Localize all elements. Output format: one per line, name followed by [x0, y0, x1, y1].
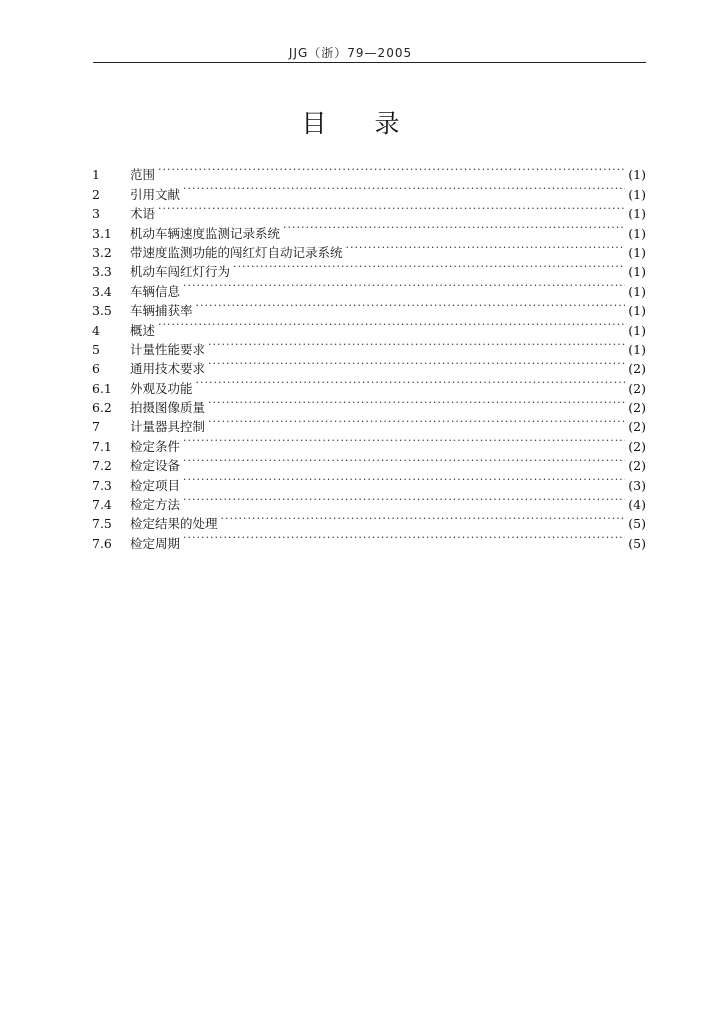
toc-entry-page: (1): [628, 206, 646, 222]
toc-entry-page: (1): [628, 244, 646, 260]
toc-entry-number: 2: [92, 186, 100, 202]
toc-entry-page: (2): [628, 380, 646, 396]
toc-dot-leader: [221, 509, 626, 528]
toc-entry[interactable]: [92, 179, 646, 202]
toc-entry-page: (1): [628, 341, 646, 357]
toc-title: [0, 104, 701, 140]
toc-dot-leader: [208, 393, 625, 412]
toc-entry-title: 机动车辆速度监测记录系统: [130, 225, 281, 241]
toc-entry-page: (1): [628, 283, 646, 299]
toc-entry-page: (5): [628, 535, 646, 551]
toc-entry-page: (2): [628, 458, 646, 474]
toc-entry-number: 7.3: [92, 477, 112, 493]
table-of-contents: [92, 160, 646, 551]
toc-entry-title: 引用文献: [130, 186, 181, 202]
toc-dot-leader: [183, 179, 625, 198]
toc-entry-title: 概述: [130, 322, 156, 338]
toc-entry-title: 外观及功能: [130, 380, 193, 396]
toc-entry-number: 3.2: [92, 244, 112, 260]
toc-entry-title: 检定设备: [130, 458, 181, 474]
toc-entry[interactable]: [92, 160, 646, 183]
toc-entry-page: (2): [628, 361, 646, 377]
toc-dot-leader: [183, 528, 625, 547]
toc-entry-number: 6.1: [92, 380, 112, 396]
toc-entry-number: 3: [92, 206, 100, 222]
toc-entry-title: 车辆信息: [130, 283, 181, 299]
toc-entry[interactable]: [92, 199, 646, 222]
toc-dot-leader: [183, 451, 625, 470]
toc-entry-title: 机动车闯红灯行为: [130, 264, 231, 280]
toc-entry-number: 3.1: [92, 225, 112, 241]
toc-entry-number: 7.2: [92, 458, 112, 474]
toc-dot-leader: [158, 160, 625, 179]
toc-entry-number: 3.3: [92, 264, 112, 280]
toc-entry-page: (1): [628, 167, 646, 183]
toc-entry-title: 计量器具控制: [130, 419, 206, 435]
toc-entry-page: (5): [628, 516, 646, 532]
toc-entry-title: 检定结果的处理: [130, 516, 218, 532]
toc-title-part-1: 目: [301, 109, 327, 138]
toc-dot-leader: [208, 335, 625, 354]
toc-dot-leader: [183, 490, 625, 509]
toc-entry[interactable]: [92, 218, 646, 241]
toc-entry-number: 7.1: [92, 438, 112, 454]
toc-entry-page: (2): [628, 438, 646, 454]
toc-dot-leader: [196, 296, 626, 315]
toc-entry-title: 检定方法: [130, 497, 181, 513]
toc-entry-number: 4: [92, 322, 100, 338]
toc-dot-leader: [183, 276, 625, 295]
toc-entry-page: (1): [628, 264, 646, 280]
standard-code-header: JJG（浙）79—2005: [288, 46, 413, 60]
toc-entry-title: 车辆捕获率: [130, 303, 193, 319]
toc-entry-number: 3.4: [92, 283, 112, 299]
toc-entry-title: 范围: [130, 167, 156, 183]
toc-entry-title: 计量性能要求: [130, 341, 206, 357]
toc-entry-number: 7.4: [92, 497, 112, 513]
toc-dot-leader: [183, 470, 625, 489]
toc-dot-leader: [196, 373, 626, 392]
toc-entry-number: 7.5: [92, 516, 112, 532]
toc-dot-leader: [208, 412, 625, 431]
toc-entry-number: 5: [92, 341, 100, 357]
toc-entry-title: 拍摄图像质量: [130, 400, 206, 416]
toc-entry-title: 通用技术要求: [130, 361, 206, 377]
toc-entry[interactable]: [92, 335, 646, 357]
header-rule: [93, 62, 646, 63]
toc-dot-leader: [233, 257, 625, 276]
toc-dot-leader: [283, 218, 625, 237]
toc-entry-page: (2): [628, 419, 646, 435]
toc-entry-number: 7.6: [92, 535, 112, 551]
toc-dot-leader: [183, 431, 625, 450]
toc-entry-page: (2): [628, 400, 646, 416]
toc-entry-number: 6.2: [92, 400, 112, 416]
toc-entry-number: 3.5: [92, 303, 112, 319]
toc-dot-leader: [158, 199, 625, 218]
toc-entry[interactable]: [92, 315, 646, 338]
toc-dot-leader: [208, 354, 625, 373]
toc-entry-title: 检定周期: [130, 535, 181, 551]
toc-dot-leader: [346, 238, 626, 257]
toc-entry-page: (4): [628, 497, 646, 513]
toc-entry-number: 6: [92, 361, 100, 377]
toc-entry-page: (1): [628, 225, 646, 241]
toc-entry-page: (1): [628, 303, 646, 319]
toc-entry-number: 1: [92, 167, 100, 183]
toc-title-part-2: 录: [374, 109, 400, 138]
toc-entry-page: (1): [628, 186, 646, 202]
toc-entry-page: (3): [628, 477, 646, 493]
toc-entry-title: 带速度监测功能的闯红灯自动记录系统: [130, 244, 343, 260]
toc-entry-page: (1): [628, 322, 646, 338]
toc-entry-title: 检定项目: [130, 477, 181, 493]
toc-entry-number: 7: [92, 419, 100, 435]
toc-entry-title: 检定条件: [130, 438, 181, 454]
toc-dot-leader: [158, 315, 625, 334]
toc-entry-title: 术语: [130, 206, 156, 222]
